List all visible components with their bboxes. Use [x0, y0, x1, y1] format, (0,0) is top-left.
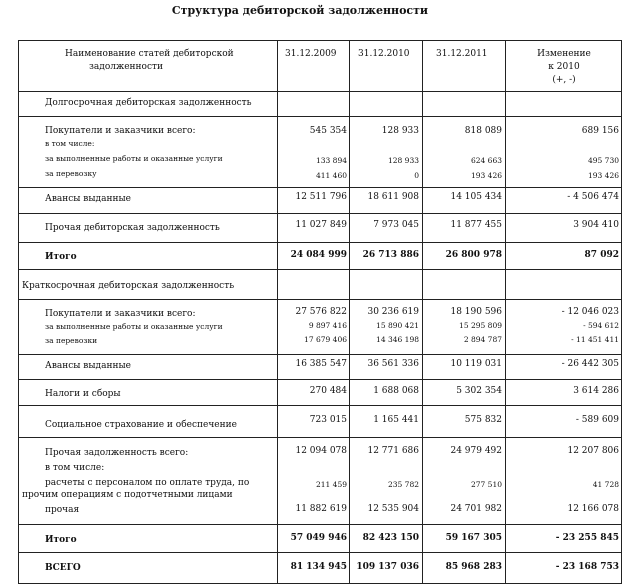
cell-value: - 23 168 753 — [555, 562, 619, 572]
cell-value: - 594 612 — [583, 321, 619, 330]
row-divider — [19, 354, 621, 355]
row-divider — [19, 242, 621, 243]
cell-value: 27 576 822 — [295, 307, 347, 317]
cell-value: 18 190 596 — [450, 307, 502, 317]
row-divider — [19, 299, 621, 300]
section-title-long-term: Долгосрочная дебиторская задолженность — [45, 98, 252, 108]
cell-value: 12 094 078 — [295, 446, 347, 456]
cell-value: 12 166 078 — [567, 504, 619, 514]
row-label: Прочая задолженность всего: — [45, 448, 189, 458]
cell-value: - 23 255 845 — [555, 533, 619, 543]
row-divider — [19, 213, 621, 214]
row-divider — [19, 116, 621, 117]
cell-value: 109 137 036 — [356, 562, 419, 572]
cell-value: 10 119 031 — [450, 359, 502, 369]
cell-value: 57 049 946 — [290, 533, 347, 543]
cell-value: 5 302 354 — [456, 386, 502, 396]
cell-value: 3 614 286 — [573, 386, 619, 396]
cell-value: 689 156 — [581, 126, 619, 136]
header-2011: 31.12.2011 — [436, 49, 488, 59]
row-label: Авансы выданные — [45, 361, 131, 371]
row-label: Авансы выданные — [45, 194, 131, 204]
cell-value: 24 701 982 — [450, 504, 502, 514]
cell-value: 495 730 — [587, 156, 619, 165]
cell-value: 26 713 886 — [362, 250, 419, 260]
row-label: за перевозки — [45, 336, 98, 345]
cell-value: 15 295 809 — [459, 321, 502, 330]
cell-value: 723 015 — [309, 415, 347, 425]
cell-value: - 12 046 023 — [561, 307, 619, 317]
cell-value: 87 092 — [584, 250, 619, 260]
header-change-line2: к 2010 — [548, 62, 580, 72]
cell-value: 235 782 — [387, 480, 419, 489]
cell-value: 17 679 406 — [304, 335, 347, 344]
cell-value: 2 894 787 — [463, 335, 502, 344]
cell-value: 1 165 441 — [373, 415, 419, 425]
row-label: Покупатели и заказчики всего: — [45, 309, 196, 319]
row-label: Социальное страхование и обеспечение — [45, 420, 237, 430]
row-sub-intro: в том числе: — [45, 139, 95, 148]
cell-value: 128 933 — [387, 156, 419, 165]
cell-value: 36 561 336 — [367, 359, 419, 369]
table-title: Структура дебиторской задолженности — [171, 4, 429, 17]
row-label: Налоги и сборы — [45, 389, 121, 399]
cell-value: 14 105 434 — [450, 192, 502, 202]
row-label-total: Итого — [45, 535, 77, 545]
cell-value: 12 771 686 — [367, 446, 419, 456]
cell-value: 7 973 045 — [373, 220, 419, 230]
cell-value: 18 611 908 — [367, 192, 419, 202]
row-divider — [19, 187, 621, 188]
cell-value: 24 084 999 — [290, 250, 347, 260]
row-divider — [19, 524, 621, 525]
row-divider — [19, 437, 621, 438]
cell-value: 30 236 619 — [367, 307, 419, 317]
cell-value: 12 207 806 — [567, 446, 619, 456]
cell-value: 624 663 — [470, 156, 502, 165]
row-divider — [19, 405, 621, 406]
header-name-line1: Наименование статей дебиторской — [65, 49, 234, 59]
row-label: за выполненные работы и оказанные услуги — [45, 322, 223, 331]
cell-value: 193 426 — [587, 171, 619, 180]
row-label-total: Итого — [45, 252, 77, 262]
row-label: Покупатели и заказчики всего: — [45, 126, 196, 136]
header-2009: 31.12.2009 — [285, 49, 337, 59]
header-change-line3: (+, -) — [552, 75, 576, 85]
cell-value: 16 385 547 — [295, 359, 347, 369]
row-label: за выполненные работы и оказанные услуги — [45, 154, 223, 163]
cell-value: 82 423 150 — [362, 533, 419, 543]
row-divider — [19, 379, 621, 380]
row-label-line2: прочим операциям с подотчетными лицами — [22, 490, 233, 500]
cell-value: 545 354 — [309, 126, 347, 136]
cell-value: 15 890 421 — [376, 321, 419, 330]
cell-value: 11 882 619 — [295, 504, 347, 514]
cell-value: 277 510 — [470, 480, 502, 489]
cell-value: 59 167 305 — [445, 533, 502, 543]
row-label: прочая — [45, 505, 80, 515]
cell-value: 81 134 945 — [290, 562, 347, 572]
cell-value: 1 688 068 — [373, 386, 419, 396]
cell-value: 11 027 849 — [295, 220, 347, 230]
cell-value: 24 979 492 — [450, 446, 502, 456]
cell-value: 128 933 — [381, 126, 419, 136]
section-title-short-term: Краткосрочная дебиторская задолженность — [22, 281, 235, 291]
cell-value: 818 089 — [464, 126, 502, 136]
cell-value: - 589 609 — [575, 415, 619, 425]
cell-value: - 11 451 411 — [571, 335, 619, 344]
cell-value: 12 511 796 — [295, 192, 347, 202]
cell-value: 12 535 904 — [367, 504, 419, 514]
cell-value: - 4 506 474 — [567, 192, 619, 202]
cell-value: 41 728 — [592, 480, 619, 489]
row-divider — [19, 269, 621, 270]
cell-value: 3 904 410 — [573, 220, 619, 230]
cell-value: 575 832 — [464, 415, 502, 425]
cell-value: 270 484 — [309, 386, 347, 396]
cell-value: 211 459 — [315, 480, 347, 489]
row-label-grand-total: ВСЕГО — [45, 563, 81, 573]
header-name-line2: задолженности — [89, 62, 163, 72]
cell-value: 14 346 198 — [376, 335, 419, 344]
cell-value: 85 968 283 — [445, 562, 502, 572]
row-label: Прочая дебиторская задолженность — [45, 223, 220, 233]
row-divider — [19, 552, 621, 553]
row-sub-intro: в том числе: — [45, 463, 105, 473]
cell-value: 26 800 978 — [445, 250, 502, 260]
cell-value: 9 897 416 — [308, 321, 347, 330]
row-label-line1: расчеты с персоналом по оплате труда, по — [45, 478, 250, 488]
row-label: за перевозку — [45, 169, 97, 178]
header-2010: 31.12.2010 — [358, 49, 410, 59]
header-change-line1: Изменение — [537, 49, 591, 59]
cell-value: 0 — [414, 171, 419, 180]
cell-value: - 26 442 305 — [561, 359, 619, 369]
row-divider — [19, 91, 621, 92]
cell-value: 193 426 — [470, 171, 502, 180]
cell-value: 133 894 — [315, 156, 347, 165]
cell-value: 11 877 455 — [450, 220, 502, 230]
receivables-table — [18, 40, 622, 584]
cell-value: 411 460 — [315, 171, 347, 180]
